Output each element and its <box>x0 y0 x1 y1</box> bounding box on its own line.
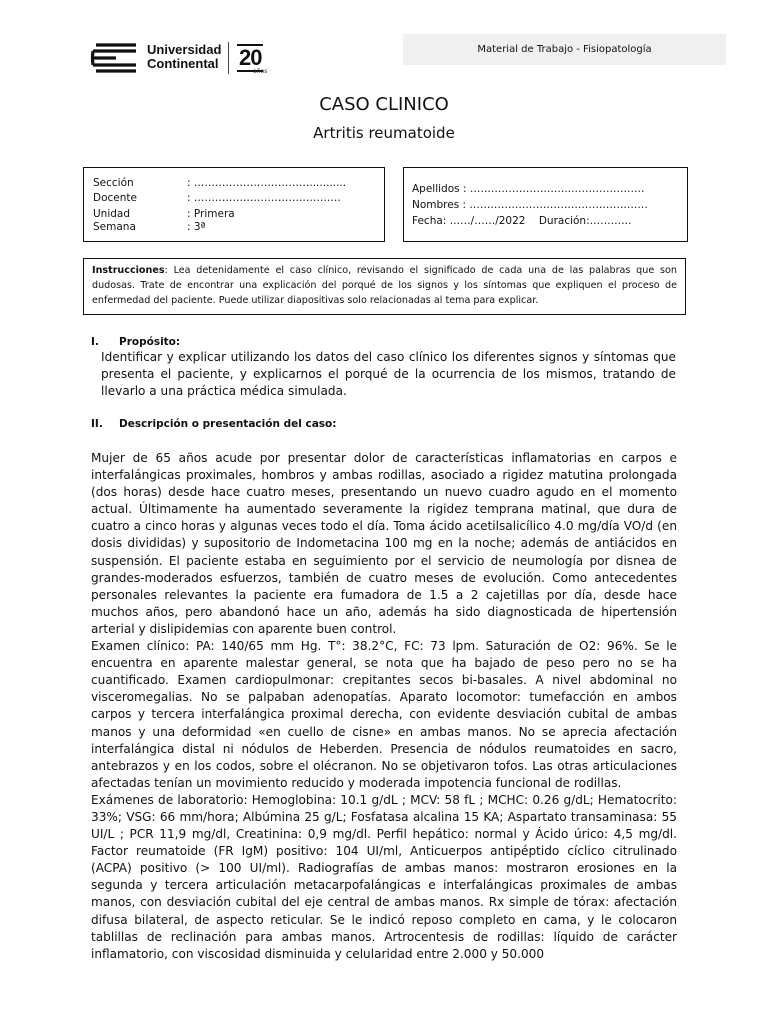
university-name-line1: Universidad <box>147 42 222 57</box>
material-header: Material de Trabajo - Fisiopatología <box>403 34 726 65</box>
anniversary-badge-caption: años <box>253 68 268 75</box>
case-paragraph-exam: Examen clínico: PA: 140/65 mm Hg. T°: 38.2°C, FC: 73 lpm. Saturación de O2: 96%. Se le encuentra en aparente malestar general, se nota que ha bajado de peso pero no se ha cuantificado. Examen cardiopulmonar: crepitantes secos bi-basales. A nivel abdominal no visceromegalias. No se palpaban adenopatías. Aparato locomotor: tumefacción en ambos carpos y tercera interfalángica proximal derecha, con evidente desviación cubital de ambas manos y una deformidad «en cuello de cisne» en ambas manos. No se aprecia afectación interfalángica distal ni nódulos de Heberden. Presencia de nódulos reumatoides en sacro, antebrazos y en los codos, sobre el olécranon. No se objetivaron tofos. Las otras articulaciones afectadas tenían un movimiento reducido y moderada impotencia funcional de rodillas. <box>91 639 677 790</box>
case-paragraph-history: Mujer de 65 años acude por presentar dolor de características inflamatorias en carpos e interfalángicas proximales, hombros y ambas rodillas, asociado a rigidez matutina prolongada (dos horas) desde hace cuatro meses, presentando un nuevo cuadro agudo en el momento actual. Últimamente ha aumentado severamente la rigidez temprana matinal, que dura de cuatro a cinco horas y algunas veces todo el día. Toma ácido acetilsalicílico 4.0 mg/día VO/d (en dosis divididas) y supositorio de Indometacina 100 mg en la noche; además de antiácidos en suspensión. El paciente estaba en seguimiento por el servicio de neumología por disnea de grandes-moderados esfuerzos, también de cuatro meses de evolución. Como antecedentes personales relevantes la paciente era fumadora de 1.5 a 2 cajetillas por día, desde hace muchos años, pero abandonó hace un año, además ha sido diagnosticada de hipertensión arterial y dislipidemias con aparente buen control. <box>91 451 677 636</box>
section-title: Descripción o presentación del caso: <box>119 418 337 430</box>
section-purpose-heading <box>91 336 180 348</box>
student-field-duration: Duración:………… <box>538 215 632 227</box>
field-value: : 3ª <box>187 221 206 233</box>
page-subtitle: Artritis reumatoide <box>313 124 455 142</box>
section-description-heading <box>91 418 336 430</box>
field-value: : …………………………………… <box>187 192 341 204</box>
field-label: Sección <box>93 177 134 189</box>
student-info-box <box>403 167 688 242</box>
section-title: Propósito: <box>119 336 181 348</box>
section-number: I. <box>91 336 99 348</box>
student-field-surnames: Apellidos : ………………………..………………… <box>412 183 645 195</box>
student-field-names: Nombres : …………………………………………… <box>412 199 648 211</box>
university-logo <box>90 40 290 80</box>
course-field-week <box>93 221 206 233</box>
university-name <box>147 43 221 71</box>
instructions-label: Instrucciones <box>92 265 165 276</box>
instructions-box <box>83 258 686 315</box>
anniversary-badge: 20 <box>239 45 262 70</box>
course-field-unit <box>93 208 235 220</box>
page-title: CASO CLINICO <box>319 94 449 115</box>
case-paragraph-labs: Exámenes de laboratorio: Hemoglobina: 10.1 g/dL ; MCV: 58 fL ; MCHC: 0.26 g/dL; Hematocrito: 33%; VSG: 66 mm/hora; Albúmina 25 g/L; Fosfatasa alcalina 15 KA; Aspartato transaminasa: 55 UI/L ; PCR 11,9 mg/dl, Creatinina: 0,9 mg/dl. Perfil hepático: normal y Ácido úrico: 4,5 mg/dl. Factor reumatoide (FR IgM) positivo: 104 UI/ml, Anticuerpos antipéptido cíclico citrulinado (ACPA) positivo (> 100 UI/ml). Radiografías de ambas manos: mostraron erosiones en la segunda y tercera articulación metacarpofalángicas e interfalángicas proximales de ambas manos, con desviación cubital del eje central de ambas manos. Rx simple de tórax: afectación difusa bilateral, de aspecto reticular. Se le indicó reposo completo en cama, y le colocaron tablillas de reclinación para ambas manos. Artrocentesis de rodillas: líquido de carácter inflamatorio, con viscosidad disminuida y celularidad entre 2.000 y 50.000 <box>91 792 677 961</box>
university-logo-icon <box>90 42 140 74</box>
course-field-teacher <box>93 192 341 204</box>
instructions-text: : Lea detenidamente el caso clínico, revisando el significado de cada una de las palabras que son dudosas. Trate de encontrar una explicación del porqué de los signos y los síntomas que expliquen el proceso de enfermedad del paciente. Puede utilizar diapositivas solo relacionadas al tema para explicar. <box>92 265 677 306</box>
section-number: II. <box>91 418 103 430</box>
logo-divider <box>228 42 229 74</box>
student-field-date: Fecha: ……/……/2022 <box>412 215 526 227</box>
field-label: Docente <box>93 192 137 204</box>
field-label: Semana <box>93 221 136 233</box>
field-value: : Primera <box>187 208 235 220</box>
purpose-text: Identificar y explicar utilizando los datos del caso clínico los diferentes signos y síntomas que presenta el paciente, y explicarnos el porqué de la ocurrencia de los mismos, tratando de llevarlo a una práctica médica simulada. <box>101 350 676 399</box>
field-value: : ……………………………........... <box>187 177 347 189</box>
course-info-box <box>83 167 385 242</box>
course-field-section <box>93 177 346 189</box>
case-description <box>91 450 677 963</box>
field-label: Unidad <box>93 208 131 220</box>
university-name-line2: Continental <box>147 56 219 71</box>
student-field-date-duration <box>412 215 632 227</box>
